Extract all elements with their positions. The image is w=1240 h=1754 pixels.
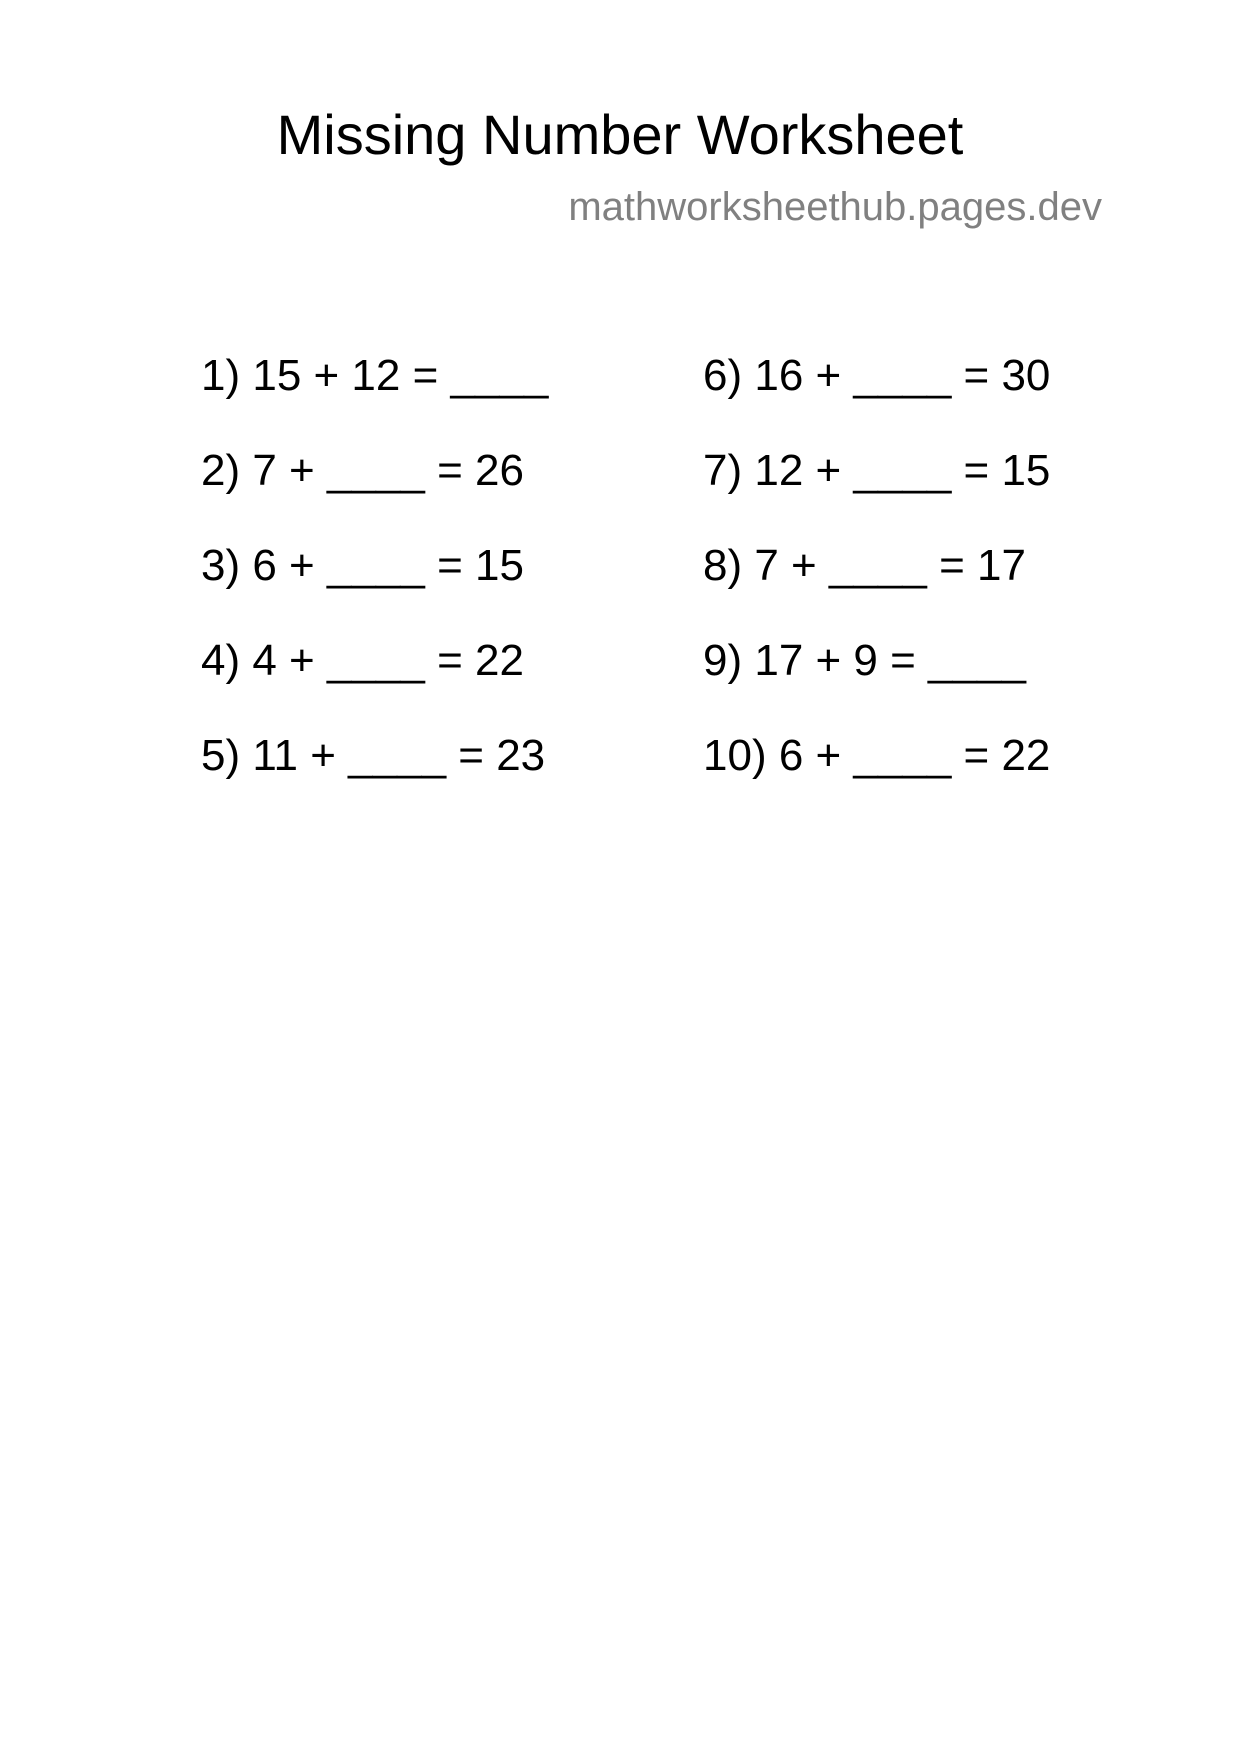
problem-item: 1) 15 + 12 = ____ — [201, 351, 549, 400]
source-url: mathworksheethub.pages.dev — [568, 185, 1102, 229]
worksheet-title: Missing Number Worksheet — [276, 103, 964, 166]
problem-item: 3) 6 + ____ = 15 — [201, 541, 524, 590]
problem-item: 8) 7 + ____ = 17 — [703, 541, 1026, 590]
problem-column-left — [201, 348, 548, 823]
problem-item: 4) 4 + ____ = 22 — [201, 636, 524, 685]
problem-item: 10) 6 + ____ = 22 — [703, 731, 1051, 780]
problem-item: 6) 16 + ____ = 30 — [703, 351, 1051, 400]
problem-item: 7) 12 + ____ = 15 — [703, 446, 1051, 495]
problem-item: 5) 11 + ____ = 23 — [201, 731, 546, 780]
problem-item: 2) 7 + ____ = 26 — [201, 446, 524, 495]
problem-item: 9) 17 + 9 = ____ — [703, 636, 1026, 685]
problem-column-right — [703, 348, 1050, 823]
